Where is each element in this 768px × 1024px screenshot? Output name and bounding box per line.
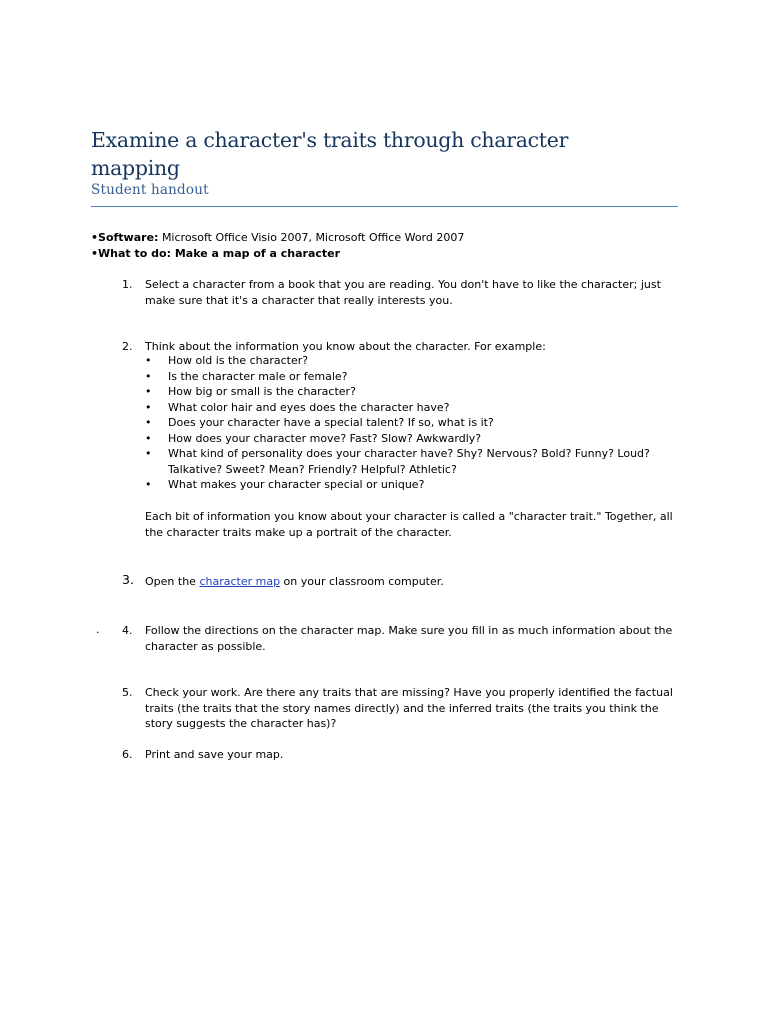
- step-4-number: 4.: [122, 624, 133, 637]
- bullet-dot: •: [145, 369, 152, 383]
- step-5-text: Check your work. Are there any traits that are missing? Have you properly identified the factual traits (the traits that the story names directly) and the inferred traits (the traits you think the story suggests the character has)?: [145, 686, 673, 730]
- step-4-text: Follow the directions on the character map. Make sure you fill in as much information about the character as possible.: [145, 624, 673, 653]
- step-1-text: Select a character from a book that you are reading. You don't have to like the character; just make sure that it's a character that really interests you.: [145, 278, 661, 307]
- trait-question-list: [145, 353, 675, 493]
- character-map-link[interactable]: character map: [199, 575, 281, 588]
- step-6-number: 6.: [122, 748, 133, 761]
- page-subtitle: Student handout: [91, 182, 209, 198]
- list-item: • What makes your character special or unique?: [145, 478, 425, 491]
- bullet-dot: •: [145, 354, 152, 367]
- list-item: • How old is the character?: [145, 354, 309, 367]
- step-2-number: 2.: [122, 340, 133, 353]
- bullet-dot: •: [145, 385, 152, 398]
- step-6-text: Print and save your map.: [145, 748, 284, 761]
- meta-block: [91, 230, 464, 261]
- bullet-dot: •: [145, 416, 152, 429]
- bullet-dot: •: [145, 400, 152, 414]
- list-item: • What color hair and eyes does the character have?: [145, 400, 450, 414]
- bullet-dot: •: [145, 431, 152, 445]
- what-to-do-value: Make a map of a character: [174, 246, 341, 260]
- stray-period: .: [96, 623, 100, 636]
- bullet-dot: •: [145, 478, 152, 491]
- list-item: • Does your character have a special talent? If so, what is it?: [145, 416, 494, 429]
- what-to-do-line: [91, 246, 464, 262]
- step-2-text: Think about the information you know about the character. For example:: [145, 340, 546, 353]
- title-divider: [91, 206, 678, 207]
- software-line: [91, 230, 464, 246]
- list-item: • Is the character male or female?: [145, 369, 348, 383]
- page-title: Examine a character's traits through character mapping: [91, 128, 569, 180]
- character-trait-note: Each bit of information you know about your character is called a "character trait." Together, all the character traits make up a portrait of the character.: [145, 510, 673, 539]
- step-3-number: 3.: [122, 572, 134, 587]
- step-5-number: 5.: [122, 686, 133, 699]
- step-3-text: Open the character map on your classroom computer.: [145, 575, 444, 588]
- bullet-dot: •: [145, 447, 152, 460]
- list-item: • How does your character move? Fast? Slow? Awkwardly?: [145, 431, 482, 445]
- software-label: Software:: [98, 231, 159, 244]
- list-item: • How big or small is the character?: [145, 385, 356, 398]
- what-to-do-label: What to do:: [98, 246, 171, 260]
- step-1-number: 1.: [122, 278, 133, 291]
- software-value: Microsoft Office Visio 2007, Microsoft Office Word 2007: [161, 231, 465, 244]
- bullet-mark: •: [91, 231, 99, 244]
- bullet-mark: •: [91, 246, 99, 260]
- list-item: • What kind of personality does your character have? Shy? Nervous? Bold? Funny? Loud? Talkative? Sweet? Mean? Friendly? Helpful? Athletic?: [145, 447, 650, 476]
